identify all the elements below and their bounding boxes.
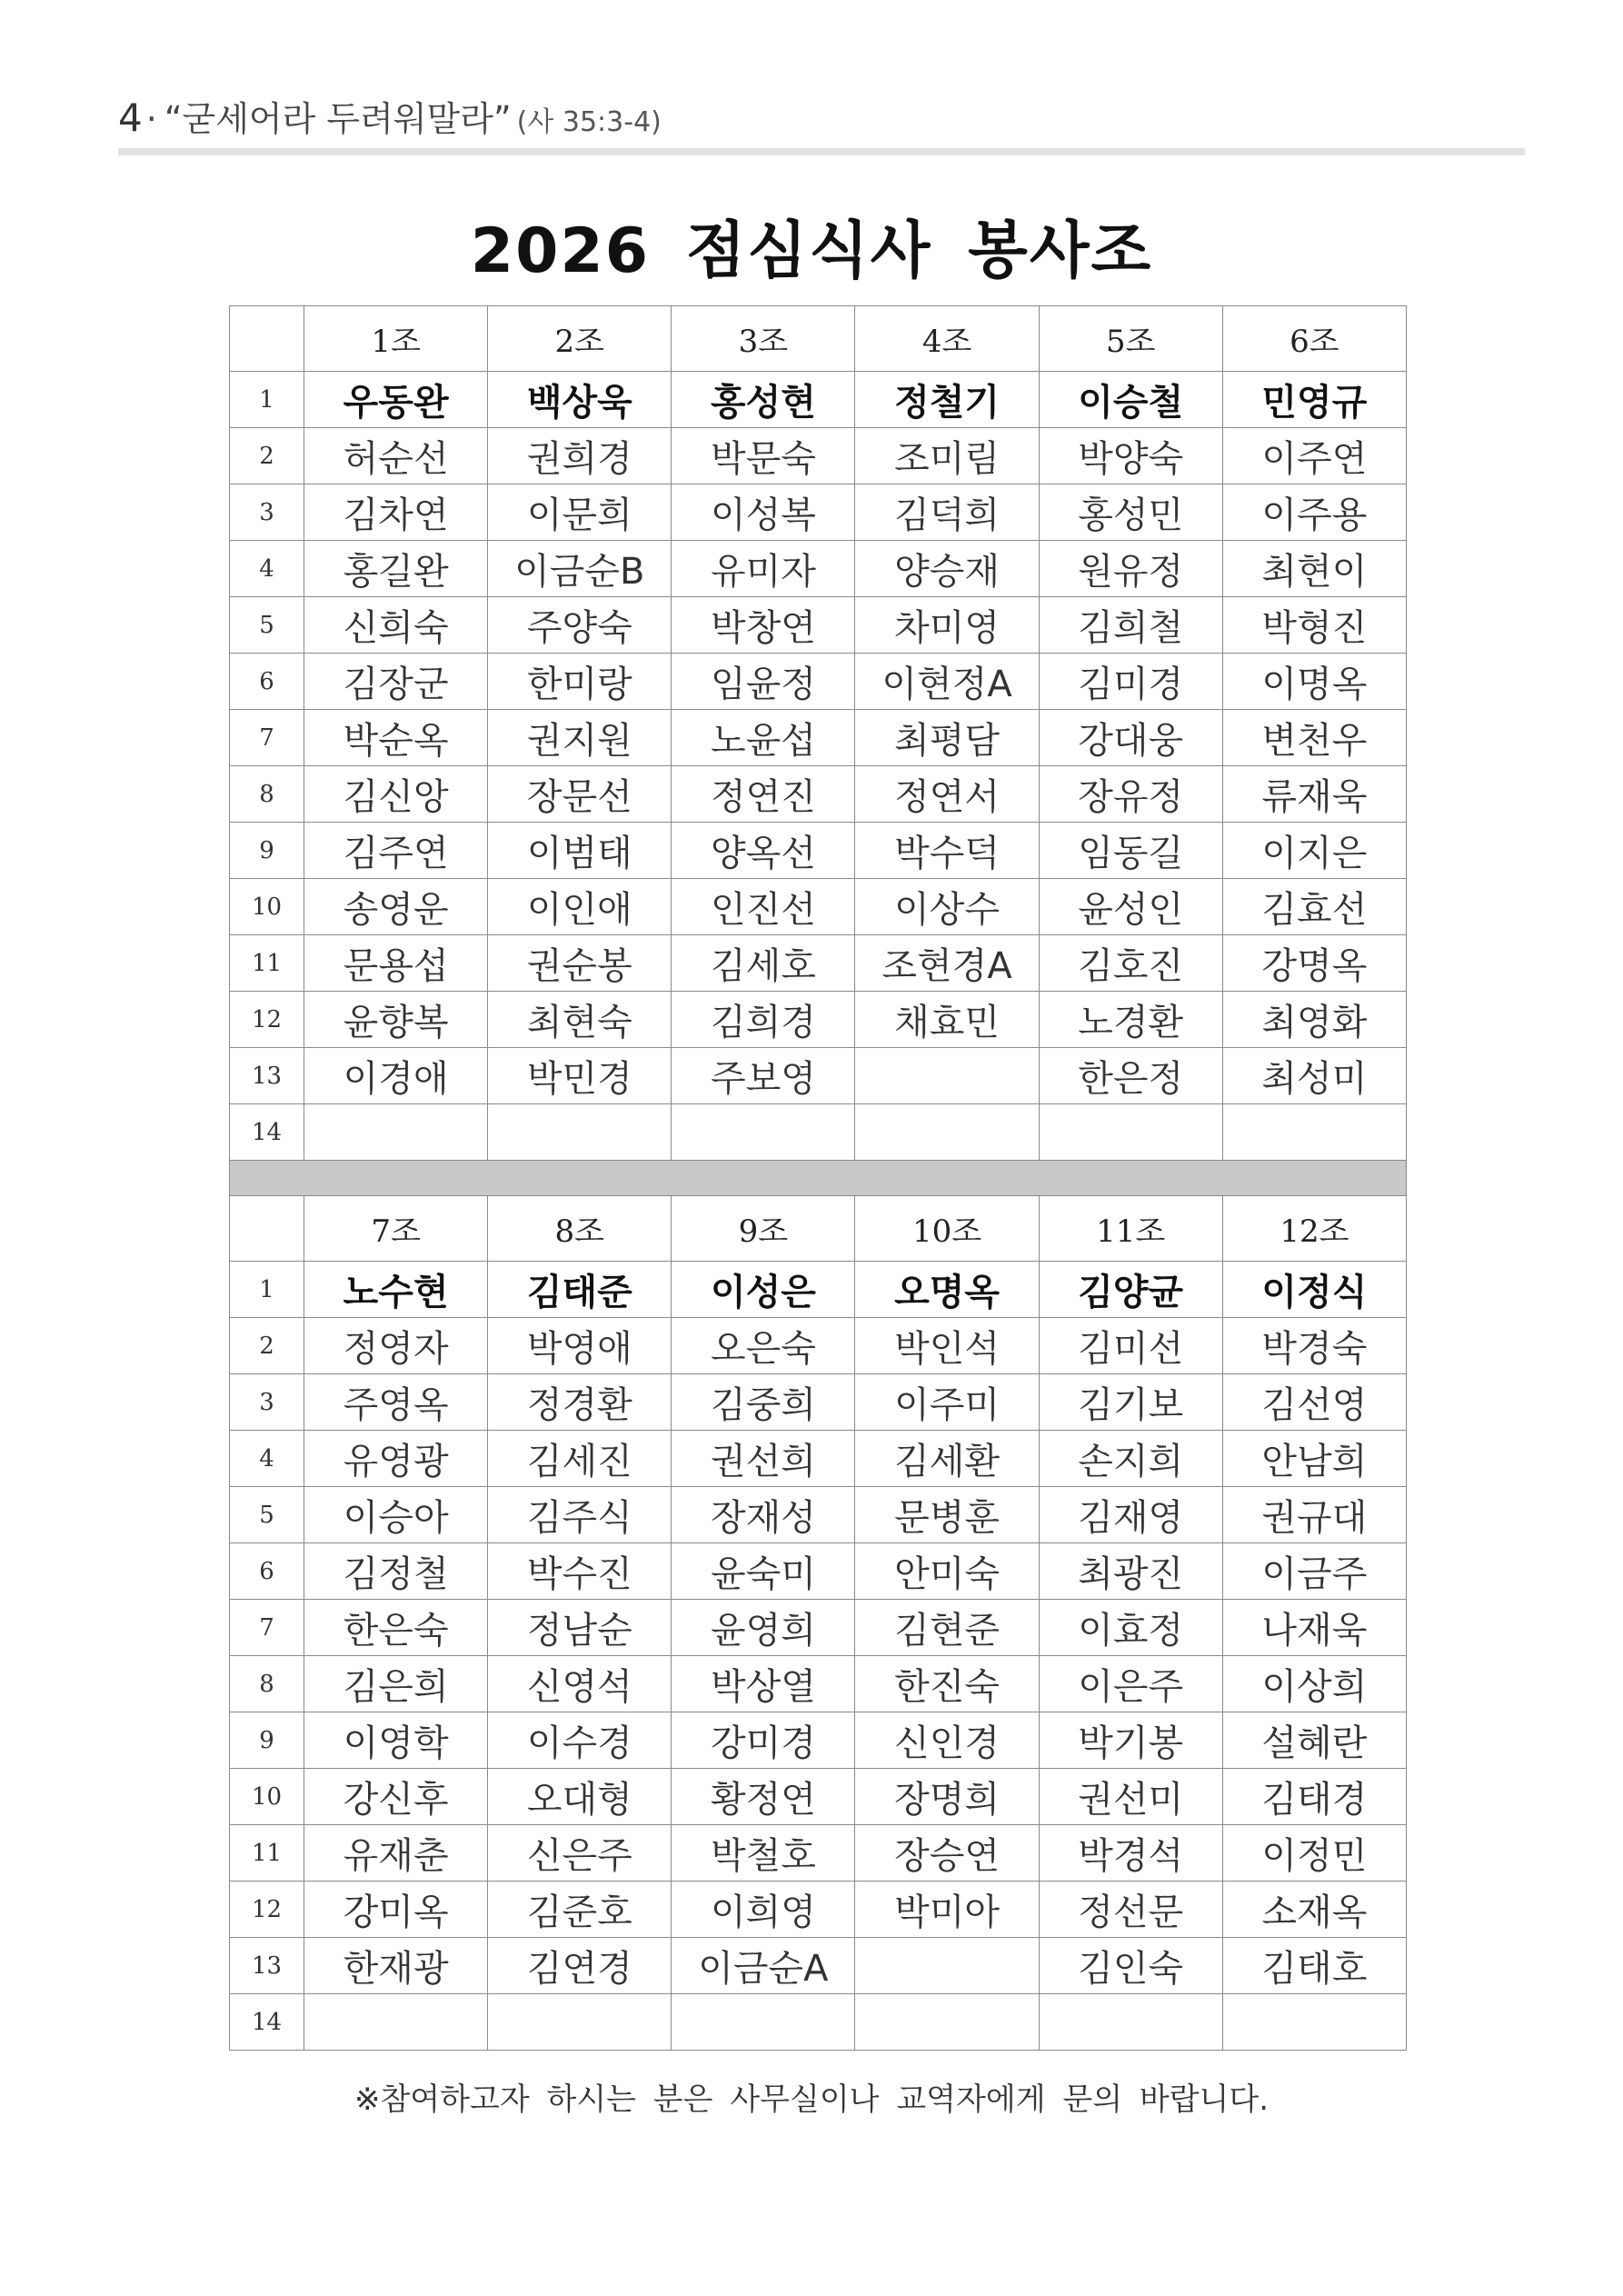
group-label: 2조 bbox=[488, 306, 672, 372]
member-name: 한재광 bbox=[304, 1938, 488, 1994]
member-name: 유재춘 bbox=[304, 1825, 488, 1882]
group-label: 10조 bbox=[855, 1196, 1039, 1262]
row-number: 7 bbox=[230, 1600, 304, 1656]
member-name: 한미랑 bbox=[488, 654, 672, 710]
divider-cell bbox=[230, 1161, 1407, 1196]
row-number: 7 bbox=[230, 710, 304, 766]
member-name: 한은숙 bbox=[304, 1600, 488, 1656]
row-number: 8 bbox=[230, 1656, 304, 1712]
member-name: 노윤섭 bbox=[672, 710, 855, 766]
table-row bbox=[230, 1048, 1407, 1104]
member-name bbox=[488, 1104, 672, 1161]
member-name: 박순옥 bbox=[304, 710, 488, 766]
row-number: 12 bbox=[230, 992, 304, 1048]
corner-cell bbox=[230, 306, 304, 372]
member-name: 이정민 bbox=[1222, 1825, 1406, 1882]
member-name: 송영운 bbox=[304, 879, 488, 935]
table-row bbox=[230, 1543, 1407, 1600]
table-row bbox=[230, 1262, 1407, 1318]
group-header-row bbox=[230, 1196, 1407, 1262]
group-leader-name: 김양균 bbox=[1039, 1262, 1222, 1318]
member-name: 강미옥 bbox=[304, 1882, 488, 1938]
member-name: 인진선 bbox=[672, 879, 855, 935]
table-row bbox=[230, 1600, 1407, 1656]
member-name: 김연경 bbox=[488, 1938, 672, 1994]
member-name: 홍성민 bbox=[1039, 484, 1222, 541]
row-number: 4 bbox=[230, 541, 304, 597]
member-name: 정영자 bbox=[304, 1318, 488, 1374]
member-name bbox=[1222, 1104, 1406, 1161]
group-label: 5조 bbox=[1039, 306, 1222, 372]
member-name bbox=[855, 1994, 1039, 2051]
member-name: 이경애 bbox=[304, 1048, 488, 1104]
member-name: 권선희 bbox=[672, 1431, 855, 1487]
member-name: 유미자 bbox=[672, 541, 855, 597]
group-leader-name: 백상욱 bbox=[488, 372, 672, 428]
member-name: 박기봉 bbox=[1039, 1712, 1222, 1769]
table-row bbox=[230, 1431, 1407, 1487]
row-number: 4 bbox=[230, 1431, 304, 1487]
member-name: 김태경 bbox=[1222, 1769, 1406, 1825]
member-name: 류재욱 bbox=[1222, 766, 1406, 823]
member-name: 이현정A bbox=[855, 654, 1039, 710]
group-leader-name: 노수현 bbox=[304, 1262, 488, 1318]
member-name: 황정연 bbox=[672, 1769, 855, 1825]
member-name bbox=[304, 1104, 488, 1161]
member-name: 권지원 bbox=[488, 710, 672, 766]
table-row bbox=[230, 1104, 1407, 1161]
member-name: 김덕희 bbox=[855, 484, 1039, 541]
row-number: 13 bbox=[230, 1048, 304, 1104]
member-name: 김세진 bbox=[488, 1431, 672, 1487]
member-name: 김희철 bbox=[1039, 597, 1222, 654]
member-name: 김희경 bbox=[672, 992, 855, 1048]
member-name: 김미선 bbox=[1039, 1318, 1222, 1374]
row-number: 9 bbox=[230, 1712, 304, 1769]
row-number: 11 bbox=[230, 1825, 304, 1882]
group-leader-name: 우동완 bbox=[304, 372, 488, 428]
member-name: 이영학 bbox=[304, 1712, 488, 1769]
member-name: 김준호 bbox=[488, 1882, 672, 1938]
member-name: 이상희 bbox=[1222, 1656, 1406, 1712]
table-row bbox=[230, 541, 1407, 597]
member-name: 최성미 bbox=[1222, 1048, 1406, 1104]
member-name: 강미경 bbox=[672, 1712, 855, 1769]
member-name: 조현경A bbox=[855, 935, 1039, 992]
corner-cell bbox=[230, 1196, 304, 1262]
member-name: 박영애 bbox=[488, 1318, 672, 1374]
member-name: 장명희 bbox=[855, 1769, 1039, 1825]
header-separator: · bbox=[145, 99, 157, 139]
row-number: 14 bbox=[230, 1994, 304, 2051]
member-name bbox=[1222, 1994, 1406, 2051]
member-name: 강신후 bbox=[304, 1769, 488, 1825]
row-number: 3 bbox=[230, 1374, 304, 1431]
member-name: 정경환 bbox=[488, 1374, 672, 1431]
member-name: 신은주 bbox=[488, 1825, 672, 1882]
table-row bbox=[230, 879, 1407, 935]
header-reference: (사 35:3-4) bbox=[516, 106, 662, 138]
table-row bbox=[230, 1656, 1407, 1712]
page-number: 4 bbox=[118, 95, 143, 140]
member-name: 이희영 bbox=[672, 1882, 855, 1938]
header-rule bbox=[118, 148, 1525, 155]
member-name: 김효선 bbox=[1222, 879, 1406, 935]
row-number: 10 bbox=[230, 1769, 304, 1825]
page-title: 2026 점심식사 봉사조 bbox=[470, 215, 1153, 287]
section-divider bbox=[230, 1161, 1407, 1196]
table-row bbox=[230, 654, 1407, 710]
member-name bbox=[1039, 1104, 1222, 1161]
member-name: 강대웅 bbox=[1039, 710, 1222, 766]
member-name bbox=[855, 1104, 1039, 1161]
row-number: 2 bbox=[230, 428, 304, 484]
member-name bbox=[672, 1104, 855, 1161]
member-name: 오대형 bbox=[488, 1769, 672, 1825]
table-row bbox=[230, 1487, 1407, 1543]
member-name: 권희경 bbox=[488, 428, 672, 484]
member-name: 김선영 bbox=[1222, 1374, 1406, 1431]
member-name: 채효민 bbox=[855, 992, 1039, 1048]
footer-note: ※참여하고자 하시는 분은 사무실이나 교역자에게 문의 바랍니다. bbox=[353, 2081, 1270, 2118]
member-name: 김세환 bbox=[855, 1431, 1039, 1487]
member-name: 박양숙 bbox=[1039, 428, 1222, 484]
member-name: 강명옥 bbox=[1222, 935, 1406, 992]
member-name bbox=[672, 1994, 855, 2051]
member-name: 박문숙 bbox=[672, 428, 855, 484]
group-label: 6조 bbox=[1222, 306, 1406, 372]
roster-table bbox=[229, 305, 1407, 2051]
member-name: 김주연 bbox=[304, 823, 488, 879]
member-name: 문병훈 bbox=[855, 1487, 1039, 1543]
member-name: 주보영 bbox=[672, 1048, 855, 1104]
member-name: 박철호 bbox=[672, 1825, 855, 1882]
member-name: 박상열 bbox=[672, 1656, 855, 1712]
member-name: 정선문 bbox=[1039, 1882, 1222, 1938]
row-number: 6 bbox=[230, 654, 304, 710]
group-label: 12조 bbox=[1222, 1196, 1406, 1262]
member-name: 김재영 bbox=[1039, 1487, 1222, 1543]
member-name: 김태호 bbox=[1222, 1938, 1406, 1994]
table-row bbox=[230, 597, 1407, 654]
member-name: 문용섭 bbox=[304, 935, 488, 992]
row-number: 1 bbox=[230, 372, 304, 428]
table-row bbox=[230, 1712, 1407, 1769]
member-name: 박형진 bbox=[1222, 597, 1406, 654]
row-number: 2 bbox=[230, 1318, 304, 1374]
table-row bbox=[230, 372, 1407, 428]
member-name: 한은정 bbox=[1039, 1048, 1222, 1104]
member-name: 최현이 bbox=[1222, 541, 1406, 597]
row-number: 12 bbox=[230, 1882, 304, 1938]
member-name: 신영석 bbox=[488, 1656, 672, 1712]
group-leader-name: 이정식 bbox=[1222, 1262, 1406, 1318]
row-number: 5 bbox=[230, 597, 304, 654]
member-name: 박미아 bbox=[855, 1882, 1039, 1938]
group-leader-name: 민영규 bbox=[1222, 372, 1406, 428]
member-name: 박수덕 bbox=[855, 823, 1039, 879]
header-quote: “굳세어라 두려워말라” bbox=[164, 99, 512, 139]
table-row bbox=[230, 1318, 1407, 1374]
member-name: 손지희 bbox=[1039, 1431, 1222, 1487]
row-number: 10 bbox=[230, 879, 304, 935]
row-number: 14 bbox=[230, 1104, 304, 1161]
member-name: 정연서 bbox=[855, 766, 1039, 823]
member-name: 윤향복 bbox=[304, 992, 488, 1048]
member-name: 이상수 bbox=[855, 879, 1039, 935]
member-name bbox=[855, 1048, 1039, 1104]
row-number: 6 bbox=[230, 1543, 304, 1600]
member-name: 이승아 bbox=[304, 1487, 488, 1543]
member-name: 이수경 bbox=[488, 1712, 672, 1769]
member-name: 정남순 bbox=[488, 1600, 672, 1656]
member-name: 김기보 bbox=[1039, 1374, 1222, 1431]
group-header-row bbox=[230, 306, 1407, 372]
member-name: 최영화 bbox=[1222, 992, 1406, 1048]
member-name: 최광진 bbox=[1039, 1543, 1222, 1600]
member-name: 오은숙 bbox=[672, 1318, 855, 1374]
member-name: 노경환 bbox=[1039, 992, 1222, 1048]
member-name: 장재성 bbox=[672, 1487, 855, 1543]
member-name: 이금순B bbox=[488, 541, 672, 597]
member-name: 김은희 bbox=[304, 1656, 488, 1712]
member-name: 소재옥 bbox=[1222, 1882, 1406, 1938]
table-row bbox=[230, 710, 1407, 766]
member-name: 이성복 bbox=[672, 484, 855, 541]
member-name: 박민경 bbox=[488, 1048, 672, 1104]
row-number: 8 bbox=[230, 766, 304, 823]
member-name: 이인애 bbox=[488, 879, 672, 935]
member-name: 이범태 bbox=[488, 823, 672, 879]
table-row bbox=[230, 1994, 1407, 2051]
member-name: 윤영희 bbox=[672, 1600, 855, 1656]
member-name: 임윤정 bbox=[672, 654, 855, 710]
table-row bbox=[230, 1882, 1407, 1938]
member-name: 장유정 bbox=[1039, 766, 1222, 823]
row-number: 13 bbox=[230, 1938, 304, 1994]
member-name: 윤숙미 bbox=[672, 1543, 855, 1600]
member-name: 양옥선 bbox=[672, 823, 855, 879]
group-label: 7조 bbox=[304, 1196, 488, 1262]
table-row bbox=[230, 935, 1407, 992]
member-name: 박인석 bbox=[855, 1318, 1039, 1374]
member-name: 이주용 bbox=[1222, 484, 1406, 541]
member-name: 주영옥 bbox=[304, 1374, 488, 1431]
member-name: 주양숙 bbox=[488, 597, 672, 654]
member-name: 박수진 bbox=[488, 1543, 672, 1600]
member-name: 신희숙 bbox=[304, 597, 488, 654]
member-name: 김인숙 bbox=[1039, 1938, 1222, 1994]
group-leader-name: 이승철 bbox=[1039, 372, 1222, 428]
member-name: 한진숙 bbox=[855, 1656, 1039, 1712]
member-name: 이금주 bbox=[1222, 1543, 1406, 1600]
member-name: 이금순A bbox=[672, 1938, 855, 1994]
group-label: 3조 bbox=[672, 306, 855, 372]
table-row bbox=[230, 1825, 1407, 1882]
group-label: 9조 bbox=[672, 1196, 855, 1262]
group-leader-name: 홍성현 bbox=[672, 372, 855, 428]
member-name: 최평담 bbox=[855, 710, 1039, 766]
page-header bbox=[118, 91, 662, 141]
group-leader-name: 이성은 bbox=[672, 1262, 855, 1318]
member-name bbox=[304, 1994, 488, 2051]
member-name: 장문선 bbox=[488, 766, 672, 823]
member-name: 안미숙 bbox=[855, 1543, 1039, 1600]
member-name: 김세호 bbox=[672, 935, 855, 992]
group-label: 1조 bbox=[304, 306, 488, 372]
member-name: 장승연 bbox=[855, 1825, 1039, 1882]
row-number: 9 bbox=[230, 823, 304, 879]
table-row bbox=[230, 766, 1407, 823]
member-name: 신인경 bbox=[855, 1712, 1039, 1769]
member-name: 설혜란 bbox=[1222, 1712, 1406, 1769]
member-name: 이주연 bbox=[1222, 428, 1406, 484]
member-name bbox=[488, 1994, 672, 2051]
table-row bbox=[230, 823, 1407, 879]
member-name: 김현준 bbox=[855, 1600, 1039, 1656]
group-leader-name: 정철기 bbox=[855, 372, 1039, 428]
table-row bbox=[230, 1374, 1407, 1431]
member-name: 이효정 bbox=[1039, 1600, 1222, 1656]
row-number: 1 bbox=[230, 1262, 304, 1318]
group-label: 4조 bbox=[855, 306, 1039, 372]
member-name: 박경숙 bbox=[1222, 1318, 1406, 1374]
member-name: 이명옥 bbox=[1222, 654, 1406, 710]
member-name: 김신앙 bbox=[304, 766, 488, 823]
member-name: 원유정 bbox=[1039, 541, 1222, 597]
member-name: 김호진 bbox=[1039, 935, 1222, 992]
member-name: 유영광 bbox=[304, 1431, 488, 1487]
member-name: 권선미 bbox=[1039, 1769, 1222, 1825]
member-name: 이문희 bbox=[488, 484, 672, 541]
group-label: 8조 bbox=[488, 1196, 672, 1262]
member-name: 김미경 bbox=[1039, 654, 1222, 710]
table-row bbox=[230, 1938, 1407, 1994]
member-name bbox=[855, 1938, 1039, 1994]
group-label: 11조 bbox=[1039, 1196, 1222, 1262]
member-name: 정연진 bbox=[672, 766, 855, 823]
row-number: 11 bbox=[230, 935, 304, 992]
member-name: 김중희 bbox=[672, 1374, 855, 1431]
member-name: 안남희 bbox=[1222, 1431, 1406, 1487]
member-name: 박창연 bbox=[672, 597, 855, 654]
member-name: 권규대 bbox=[1222, 1487, 1406, 1543]
member-name: 허순선 bbox=[304, 428, 488, 484]
member-name: 최현숙 bbox=[488, 992, 672, 1048]
member-name: 이은주 bbox=[1039, 1656, 1222, 1712]
member-name: 변천우 bbox=[1222, 710, 1406, 766]
member-name: 김장군 bbox=[304, 654, 488, 710]
table-row bbox=[230, 992, 1407, 1048]
member-name: 김차연 bbox=[304, 484, 488, 541]
group-leader-name: 김태준 bbox=[488, 1262, 672, 1318]
member-name: 박경석 bbox=[1039, 1825, 1222, 1882]
member-name: 김주식 bbox=[488, 1487, 672, 1543]
member-name: 권순봉 bbox=[488, 935, 672, 992]
table-row bbox=[230, 484, 1407, 541]
member-name: 윤성인 bbox=[1039, 879, 1222, 935]
member-name: 나재욱 bbox=[1222, 1600, 1406, 1656]
member-name: 임동길 bbox=[1039, 823, 1222, 879]
member-name: 이주미 bbox=[855, 1374, 1039, 1431]
row-number: 3 bbox=[230, 484, 304, 541]
member-name: 홍길완 bbox=[304, 541, 488, 597]
table-row bbox=[230, 428, 1407, 484]
member-name: 양승재 bbox=[855, 541, 1039, 597]
member-name: 이지은 bbox=[1222, 823, 1406, 879]
member-name: 조미림 bbox=[855, 428, 1039, 484]
group-leader-name: 오명옥 bbox=[855, 1262, 1039, 1318]
member-name: 김정철 bbox=[304, 1543, 488, 1600]
table-row bbox=[230, 1769, 1407, 1825]
member-name bbox=[1039, 1994, 1222, 2051]
member-name: 차미영 bbox=[855, 597, 1039, 654]
row-number: 5 bbox=[230, 1487, 304, 1543]
